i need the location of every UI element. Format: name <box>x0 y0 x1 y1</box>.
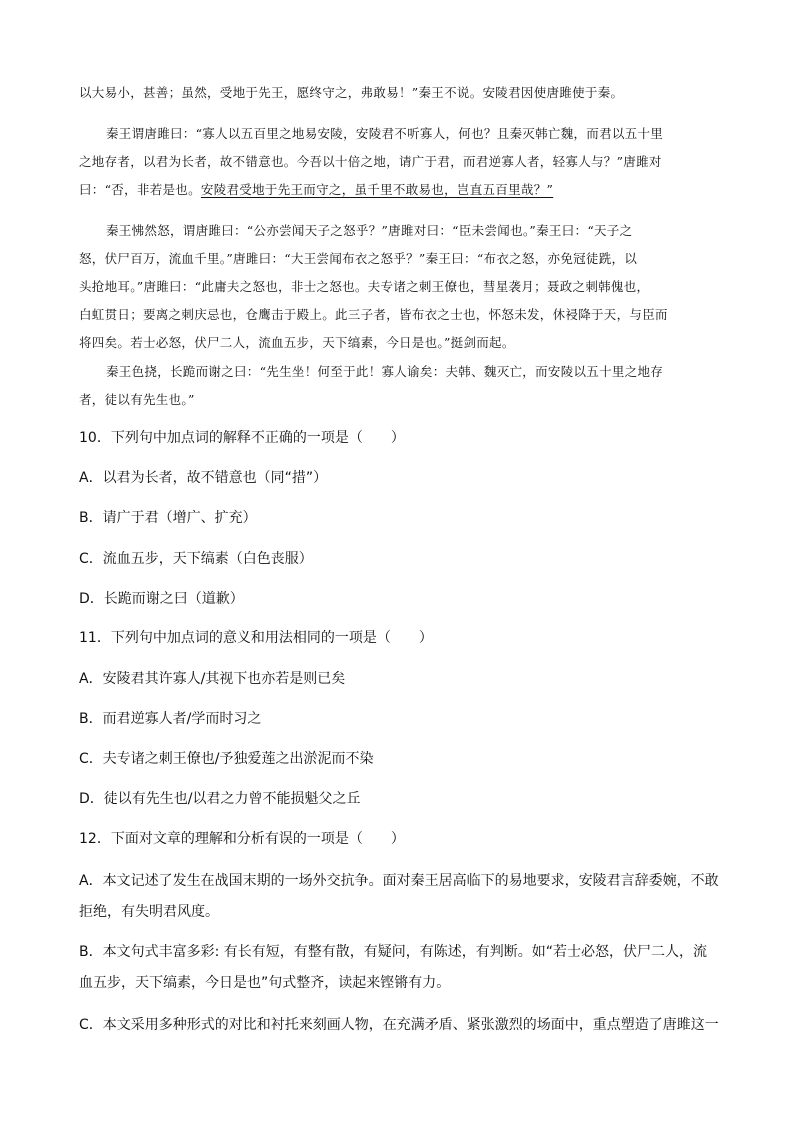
passage-line: 头抢地耳。”唐雎曰：“此庸夫之怒也，非士之怒也。夫专诸之刺王僚也，彗星袭月；聂政之刺韩傀也， <box>79 279 650 294</box>
question-11-option-b[interactable]: B．而君逆寡人者/学而时习之 <box>79 711 262 727</box>
question-12-option-c[interactable]: C．本文采用多种形式的对比和衬托来刻画人物，在充满矛盾、紧张激烈的场面中，重点塑造了唐雎这一 <box>79 1017 719 1033</box>
question-12-option-a[interactable]: A．本文记述了发生在战国末期的一场外交抗争。面对秦王居高临下的易地要求，安陵君言辞委婉，不敢拒绝，有失明君风度。 <box>79 873 719 920</box>
passage-paragraph-2 <box>79 120 717 204</box>
question-10-stem: 10．下列句中加点词的解释不正确的一项是（ ） <box>79 430 405 446</box>
question-10-option-a[interactable]: A．以君为长者，故不错意也（同“措”） <box>79 470 328 486</box>
passage-line: 秦王谓唐雎曰：“寡人以五百里之地易安陵，安陵君不听寡人，何也？且秦灭韩亡魏，而君以五十里 <box>106 126 664 141</box>
question-10-option-b[interactable]: B．请广于君（增广、扩充） <box>79 510 257 526</box>
question-11-option-d[interactable]: D．徒以有先生也/以君之力曾不能损魁父之丘 <box>79 791 361 807</box>
passage-line: 曰：“否，非若是也。 <box>79 182 201 197</box>
question-10-option-c[interactable]: C．流血五步，天下缟素（白色丧服） <box>79 551 313 567</box>
question-12-option-b[interactable]: B．本文句式丰富多彩: 有长有短，有整有散，有疑问，有陈述，有判断。如“若士必怒，伏尸二人，流血五步，天下缟素，今日是也”句式整齐，读起来铿锵有力。 <box>79 944 708 991</box>
question-11-option-c[interactable]: C．夫专诸之刺王僚也/予独爱莲之出淤泥而不染 <box>79 751 374 767</box>
underlined-sentence: 安陵君受地于先王而守之，虽千里不敢易也，岂直五百里哉？” <box>200 182 554 197</box>
passage-line: 秦王怫然怒，谓唐雎曰：“公亦尝闻天子之怒乎？”唐雎对曰：“臣未尝闻也。”秦王曰：“天子之 <box>106 223 633 238</box>
passage-line: 之地存者，以君为长者，故不错意也。今吾以十倍之地，请广于君，而君逆寡人者，轻寡人与？”唐雎对 <box>79 154 662 169</box>
question-12-stem: 12．下面对文章的理解和分析有误的一项是（ ） <box>79 831 405 847</box>
passage-line: 者，徒以有先生也。” <box>79 392 195 407</box>
question-11-option-a[interactable]: A．安陵君其许寡人/其视下也亦若是则已矣 <box>79 671 346 687</box>
question-10-option-d[interactable]: D．长跪而谢之曰（道歉） <box>79 591 244 607</box>
passage-paragraph-4 <box>79 358 717 414</box>
passage-line: 将四矣。若士必怒，伏尸二人，流血五步，天下缟素，今日是也。”挺剑而起。 <box>79 335 515 350</box>
passage-line: 以大易小，甚善；虽然，受地于先王，愿终守之，弗敢易！”秦王不说。安陵君因使唐雎使于秦。 <box>79 85 624 100</box>
passage-paragraph-1 <box>79 79 717 107</box>
passage-line: 秦王色挠，长跪而谢之曰：“先生坐！何至于此！寡人谕矣：夫韩、魏灭亡，而安陵以五十里之地存 <box>106 364 664 379</box>
passage-paragraph-3 <box>79 217 717 357</box>
passage-line: 白虹贯日；要离之刺庆忌也，仓鹰击于殿上。此三子者，皆布衣之士也，怀怒未发，休祲降于天，与臣而 <box>79 307 668 322</box>
passage-line: 怒，伏尸百万，流血千里。”唐雎曰：“大王尝闻布衣之怒乎？”秦王曰：“布衣之怒，亦免冠徒跣，以 <box>79 251 638 266</box>
question-11-stem: 11．下列句中加点词的意义和用法相同的一项是（ ） <box>79 630 433 646</box>
